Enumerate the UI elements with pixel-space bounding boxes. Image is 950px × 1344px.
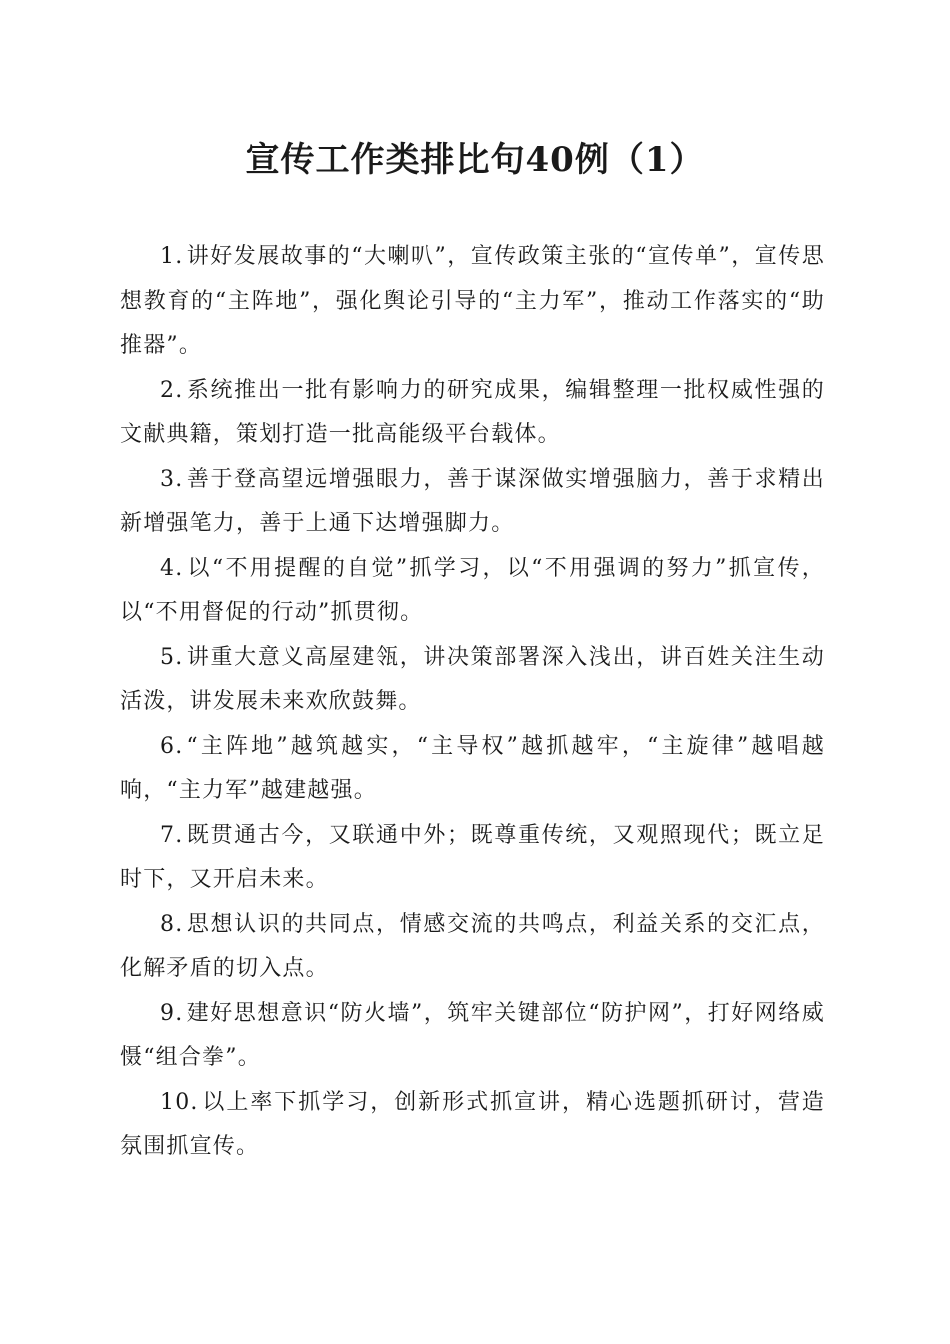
item-text: 讲好发展故事的“大喇叭”，宣传政策主张的“宣传单”，宣传思想教育的“主阵地”，强化舆论引导的“主力军”，推动工作落实的“助推器”。 [120, 244, 825, 358]
list-item [120, 458, 825, 547]
item-number: 6. [160, 733, 184, 759]
item-text: 建好思想意识“防火墙”，筑牢关键部位“防护网”，打好网络威慑“组合拳”。 [120, 1000, 825, 1070]
item-text: 善于登高望远增强眼力，善于谋深做实增强脑力，善于求精出新增强笔力，善于上通下达增强脚力。 [120, 466, 825, 536]
item-number: 10. [160, 1089, 199, 1115]
list-item [120, 547, 825, 636]
item-number: 9. [160, 1000, 184, 1026]
item-number: 7. [160, 822, 184, 848]
item-number: 4. [160, 555, 184, 581]
document-body [120, 235, 825, 1170]
item-text: 以“不用提醒的自觉”抓学习，以“不用强调的努力”抓宣传，以“不用督促的行动”抓贯彻。 [120, 555, 825, 625]
item-text: “主阵地”越筑越实，“主导权”越抓越牢，“主旋律”越唱越响，“主力军”越建越强。 [120, 733, 825, 803]
list-item [120, 992, 825, 1081]
list-item [120, 814, 825, 903]
item-number: 1. [160, 244, 184, 269]
list-item [120, 903, 825, 992]
item-text: 思想认识的共同点，情感交流的共鸣点，利益关系的交汇点，化解矛盾的切入点。 [120, 911, 825, 981]
item-number: 8. [160, 911, 184, 937]
list-item [120, 235, 825, 369]
document-title: 宣传工作类排比句40例（1） [245, 140, 705, 180]
list-item [120, 1081, 825, 1170]
item-number: 2. [160, 377, 184, 403]
item-text: 系统推出一批有影响力的研究成果，编辑整理一批权威性强的文献典籍，策划打造一批高能级平台载体。 [120, 377, 825, 447]
list-item [120, 369, 825, 458]
list-item [120, 636, 825, 725]
item-text: 既贯通古今，又联通中外；既尊重传统，又观照现代；既立足时下，又开启未来。 [120, 822, 825, 892]
item-number: 5. [160, 644, 184, 670]
item-text: 以上率下抓学习，创新形式抓宣讲，精心选题抓研讨，营造氛围抓宣传。 [120, 1089, 825, 1159]
item-number: 3. [160, 466, 184, 492]
item-text: 讲重大意义高屋建瓴，讲决策部署深入浅出，讲百姓关注生动活泼，讲发展未来欢欣鼓舞。 [120, 644, 825, 714]
list-item [120, 725, 825, 814]
